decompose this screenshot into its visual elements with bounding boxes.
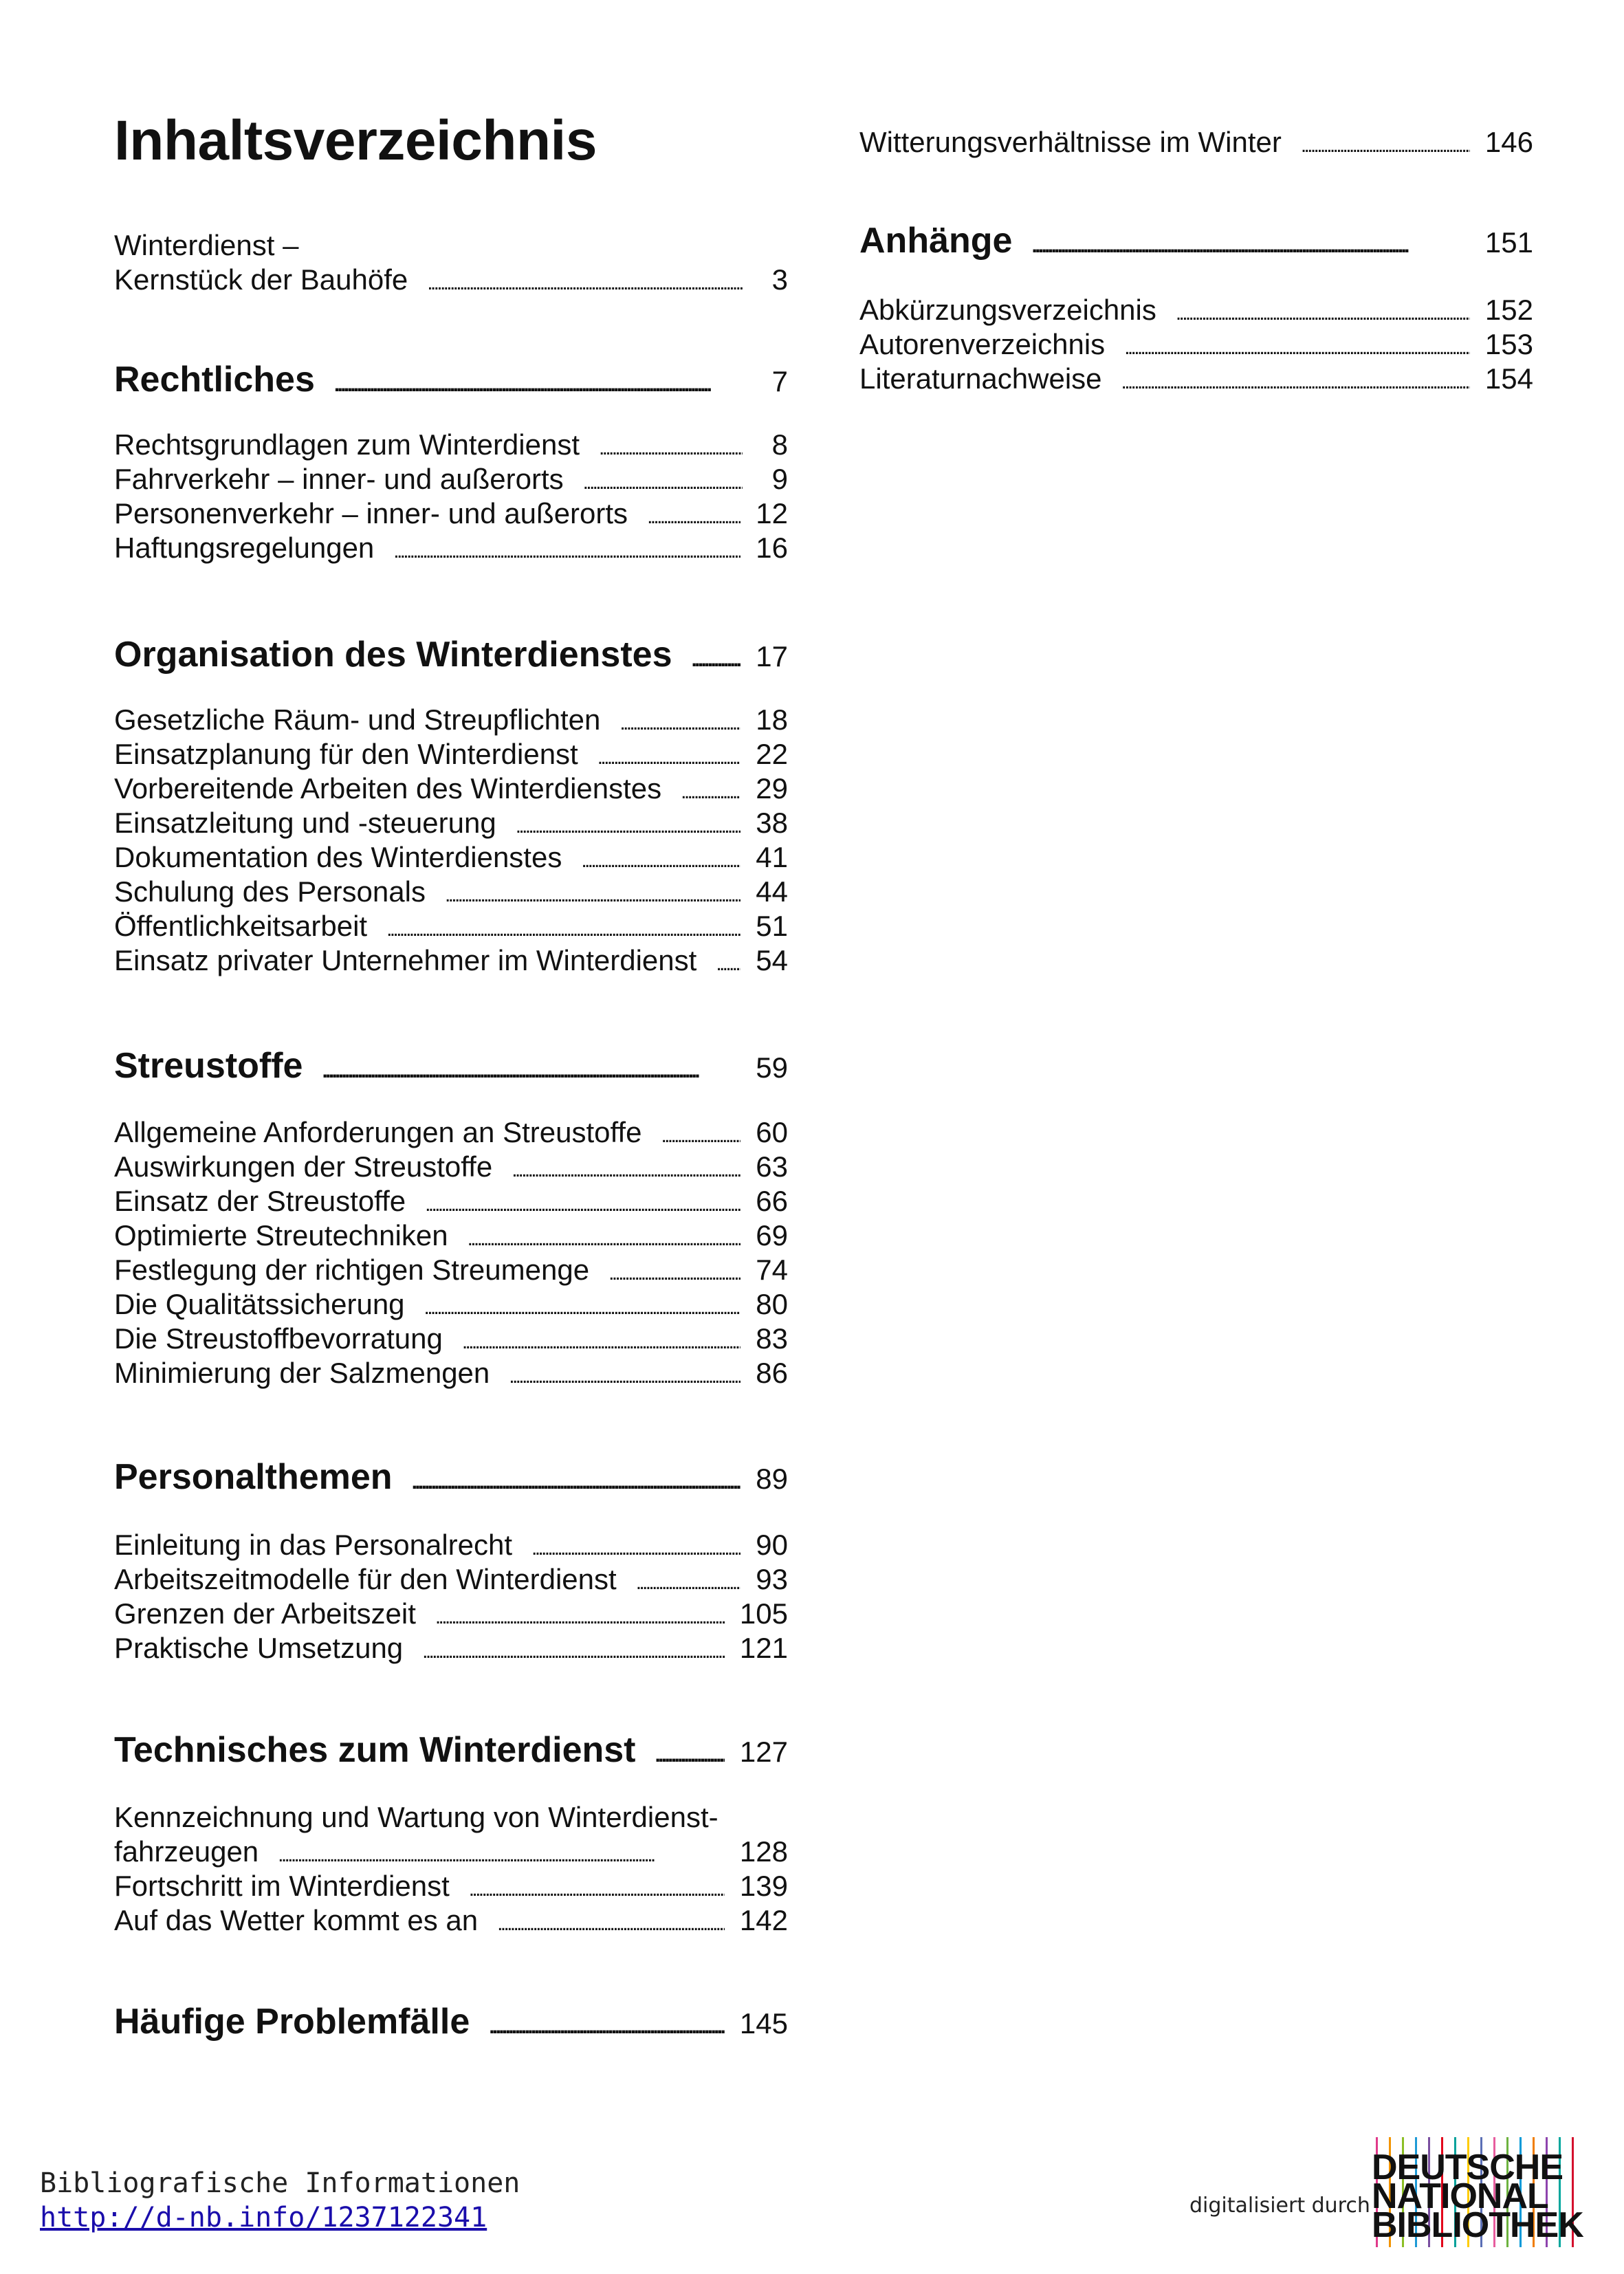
- toc-entry-title: Praktische Umsetzung: [114, 1632, 404, 1664]
- toc-entry: [114, 462, 788, 496]
- dnb-logo-line-3: BIBLIOTHEK: [1372, 2205, 1583, 2245]
- toc-page-number: 41: [756, 841, 788, 873]
- dot-leader: [469, 1869, 725, 1903]
- toc-entry-title: Festlegung der richtigen Streumenge: [114, 1254, 590, 1286]
- toc-page-number: 54: [756, 944, 788, 976]
- toc-page-number: 121: [739, 1632, 788, 1664]
- toc-entry-title: Literaturnachweise: [859, 362, 1102, 395]
- dot-leader: [497, 1903, 725, 1938]
- bibliographic-info-label: Bibliografische Informationen: [40, 2167, 520, 2199]
- dot-leader: [531, 1528, 740, 1562]
- toc-page-number: 7: [771, 365, 788, 397]
- toc-entry: [114, 806, 788, 840]
- dot-leader: [435, 1597, 725, 1631]
- toc-entry: [114, 1528, 788, 1562]
- toc-page-number: 128: [739, 1835, 788, 1868]
- toc-entry: [114, 1150, 788, 1184]
- dot-leader: [424, 1287, 741, 1322]
- toc-entry-title: Die Streustoffbevorratung: [114, 1322, 443, 1355]
- page-title: Inhaltsverzeichnis: [114, 109, 597, 172]
- toc-page-number: 83: [756, 1322, 788, 1355]
- toc-page-number: 93: [756, 1563, 788, 1595]
- toc-page-number: 151: [1484, 226, 1533, 259]
- toc-section-title: Personalthemen: [114, 1457, 393, 1497]
- toc-section-heading: [114, 1729, 788, 1773]
- toc-entry-title: Einleitung in das Personalrecht: [114, 1529, 513, 1561]
- toc-entry-title: Einsatzleitung und -steuerung: [114, 807, 496, 839]
- toc-entry: [114, 875, 788, 909]
- toc-entry: [114, 1597, 788, 1631]
- dot-leader: [516, 806, 741, 840]
- toc-entry: [114, 1869, 788, 1903]
- dot-leader: [427, 263, 743, 297]
- toc-page-number: 63: [756, 1150, 788, 1183]
- toc-entry-title: Kernstück der Bauhöfe: [114, 263, 408, 296]
- toc-entry-title: Fahrverkehr – inner- und außerorts: [114, 463, 564, 495]
- toc-entry: [114, 943, 788, 978]
- dot-leader: [681, 772, 740, 806]
- dot-leader: [422, 1631, 725, 1665]
- toc-page-number: 69: [756, 1219, 788, 1251]
- toc-entry: [114, 1184, 788, 1218]
- dot-leader: [636, 1562, 741, 1597]
- toc-page-number: 8: [771, 428, 788, 461]
- dot-leader: [1031, 220, 1469, 261]
- toc-entry: [114, 428, 788, 462]
- toc-section-heading: [114, 634, 788, 677]
- toc-entry-title: Rechtsgrundlagen zum Winterdienst: [114, 428, 580, 461]
- toc-page-number: 38: [756, 807, 788, 839]
- toc-page-number: 90: [756, 1529, 788, 1561]
- bibliographic-info-link[interactable]: http://d-nb.info/1237122341: [40, 2202, 487, 2233]
- toc-entry: [114, 909, 788, 943]
- toc-entry: [859, 125, 1533, 160]
- dot-leader: [278, 1835, 725, 1869]
- toc-entry: [114, 1631, 788, 1665]
- toc-entry-title: Die Qualitätssicherung: [114, 1288, 405, 1320]
- toc-entry: [114, 1903, 788, 1938]
- toc-entry: [859, 327, 1533, 362]
- toc-entry: [114, 1287, 788, 1322]
- toc-entry: [114, 531, 788, 565]
- toc-section-title: Technisches zum Winterdienst: [114, 1730, 636, 1770]
- toc-section-title: Anhänge: [859, 221, 1013, 261]
- toc-entry-title: fahrzeugen: [114, 1835, 259, 1868]
- dot-leader: [1301, 125, 1470, 160]
- toc-entry-title: Optimierte Streutechniken: [114, 1219, 448, 1251]
- dot-leader: [716, 943, 740, 978]
- toc-page-number: 146: [1484, 126, 1533, 158]
- dnb-logo-line-1: DEUTSCHE: [1372, 2147, 1563, 2187]
- dot-leader: [597, 737, 741, 772]
- toc-section-heading: [114, 1045, 788, 1089]
- toc-entry: [114, 1218, 788, 1253]
- dnb-logo: [1372, 2137, 1585, 2247]
- toc-entry-title: Grenzen der Arbeitszeit: [114, 1597, 416, 1630]
- toc-section-title: Häufige Problemfälle: [114, 2002, 470, 2042]
- toc-entry-title: Vorbereitende Arbeiten des Winterdienstes: [114, 772, 662, 805]
- toc-entry: [114, 263, 788, 297]
- toc-entry-title: Einsatz der Streustoffe: [114, 1185, 406, 1217]
- toc-page-number: 139: [739, 1870, 788, 1902]
- toc-section-heading: [114, 359, 788, 402]
- toc-entry: [114, 1835, 788, 1869]
- dot-leader: [1176, 293, 1470, 327]
- toc-entry-title: Schulung des Personals: [114, 875, 426, 908]
- toc-entry-title: Abkürzungsverzeichnis: [859, 294, 1156, 326]
- dot-leader: [1121, 362, 1470, 396]
- toc-entry-title: Gesetzliche Räum- und Streupflichten: [114, 703, 601, 736]
- dot-leader: [691, 634, 740, 675]
- toc-page-number: 152: [1484, 294, 1533, 326]
- toc-page-number: 18: [756, 703, 788, 736]
- toc-page-number: 86: [756, 1357, 788, 1389]
- toc-page-number: 3: [771, 263, 788, 296]
- toc-page-number: 142: [739, 1904, 788, 1936]
- dot-leader: [462, 1322, 740, 1356]
- toc-page-number: 89: [756, 1463, 788, 1495]
- dot-leader: [468, 1218, 741, 1253]
- toc-page-number: 80: [756, 1288, 788, 1320]
- toc-page-number: 145: [739, 2007, 788, 2040]
- toc-section-heading: [114, 2001, 788, 2044]
- dot-leader: [655, 1729, 725, 1771]
- toc-entry-title: Auf das Wetter kommt es an: [114, 1904, 479, 1936]
- dot-leader: [619, 703, 740, 737]
- toc-entry-title: Öffentlichkeitsarbeit: [114, 910, 368, 942]
- toc-entry-title: Minimierung der Salzmengen: [114, 1357, 490, 1389]
- toc-entry-title: Winterdienst –: [114, 229, 299, 261]
- toc-entry: [114, 496, 788, 531]
- dot-leader: [512, 1150, 740, 1184]
- toc-entry-title: Auswirkungen der Streustoffe: [114, 1150, 493, 1183]
- toc-entry-title: Haftungsregelungen: [114, 532, 375, 564]
- toc-page-number: 74: [756, 1254, 788, 1286]
- toc-page-number: 60: [756, 1116, 788, 1148]
- toc-entry-title: Fortschritt im Winterdienst: [114, 1870, 450, 1902]
- toc-entry-title: Arbeitszeitmodelle für den Winterdienst: [114, 1563, 617, 1595]
- dot-leader: [489, 2001, 725, 2042]
- dot-leader: [322, 1045, 740, 1086]
- toc-entry-title: Kennzeichnung und Wartung von Winterdienst-: [114, 1801, 718, 1833]
- toc-entry-title: Dokumentation des Winterdienstes: [114, 841, 562, 873]
- toc-page-number: 127: [739, 1736, 788, 1768]
- dot-leader: [334, 359, 743, 400]
- dot-leader: [581, 840, 740, 875]
- toc-page-number: 17: [756, 640, 788, 673]
- toc-entry-title: Allgemeine Anforderungen an Streustoffe: [114, 1116, 642, 1148]
- dot-leader: [599, 428, 743, 462]
- toc-entry-title: Einsatzplanung für den Winterdienst: [114, 738, 578, 770]
- toc-section-title: Rechtliches: [114, 360, 315, 400]
- toc-entry-title: Witterungsverhältnisse im Winter: [859, 126, 1282, 158]
- toc-entry: [859, 362, 1533, 396]
- toc-page-number: 12: [756, 497, 788, 529]
- toc-entry-title: Einsatz privater Unternehmer im Winterdienst: [114, 944, 697, 976]
- toc-page-number: 153: [1484, 328, 1533, 360]
- dot-leader: [608, 1253, 740, 1287]
- toc-page-number: 16: [756, 532, 788, 564]
- toc-entry-title: Personenverkehr – inner- und außerorts: [114, 497, 628, 529]
- toc-entry: [114, 1562, 788, 1597]
- dot-leader: [583, 462, 743, 496]
- dot-leader: [647, 496, 740, 531]
- toc-entry: [114, 1115, 788, 1150]
- toc-page-number: 59: [756, 1051, 788, 1084]
- toc-entry: [114, 1253, 788, 1287]
- toc-page-number: 9: [771, 463, 788, 495]
- toc-entry: [114, 737, 788, 772]
- toc-entry: [114, 1322, 788, 1356]
- toc-section-title: Streustoffe: [114, 1046, 303, 1086]
- toc-page-number: 66: [756, 1185, 788, 1217]
- toc-section-title: Organisation des Winterdienstes: [114, 635, 672, 675]
- dot-leader: [445, 875, 740, 909]
- dot-leader: [386, 909, 740, 943]
- toc-entry: [114, 1800, 788, 1835]
- dot-leader: [1124, 327, 1470, 362]
- dot-leader: [393, 531, 740, 565]
- toc-section-heading: [114, 1456, 788, 1500]
- toc-page-number: 51: [756, 910, 788, 942]
- dot-leader: [509, 1356, 740, 1390]
- bibliographic-info: [40, 2166, 520, 2235]
- toc-page-number: 154: [1484, 362, 1533, 395]
- toc-entry: [114, 840, 788, 875]
- digitized-by-label: digitalisiert durch: [1189, 2194, 1370, 2218]
- dot-leader: [661, 1115, 740, 1150]
- dot-leader: [425, 1184, 740, 1218]
- toc-entry-title: Autorenverzeichnis: [859, 328, 1106, 360]
- toc-entry: [114, 1356, 788, 1390]
- toc-page-number: 105: [739, 1597, 788, 1630]
- toc-entry: [114, 228, 788, 263]
- toc-entry: [114, 703, 788, 737]
- toc-section-heading: [859, 220, 1533, 263]
- toc-entry: [114, 772, 788, 806]
- dnb-logo-line-2: NATIONAL: [1372, 2176, 1548, 2216]
- toc-page-number: 44: [756, 875, 788, 908]
- toc-page-number: 29: [756, 772, 788, 805]
- dot-leader: [412, 1456, 741, 1498]
- toc-entry: [859, 293, 1533, 327]
- toc-page-number: 22: [756, 738, 788, 770]
